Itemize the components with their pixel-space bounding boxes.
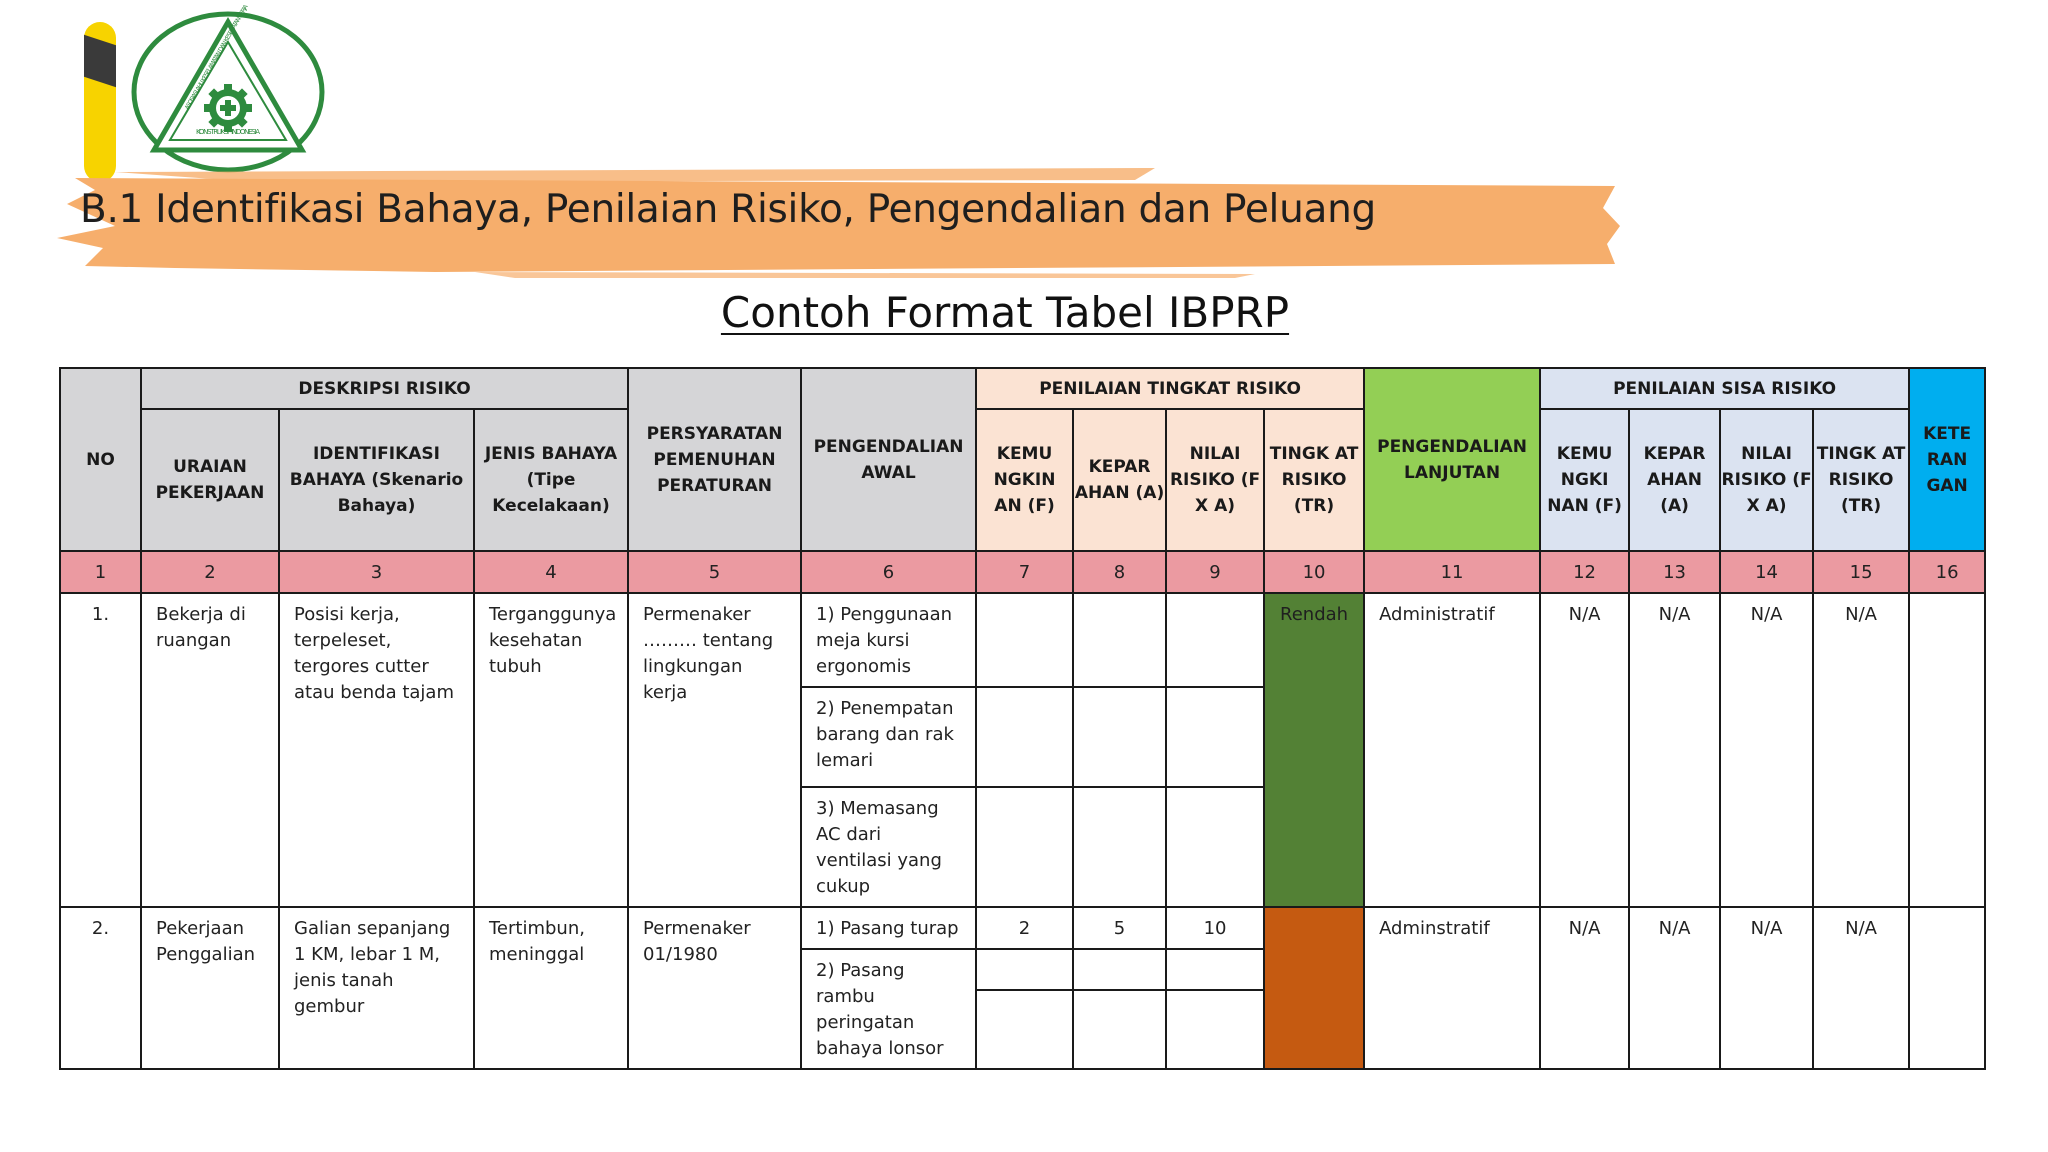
- column-number: 11: [1364, 551, 1540, 593]
- slide-title: B.1 Identifikasi Bahaya, Penilaian Risiko, Pengendalian dan Peluang: [80, 187, 1376, 232]
- table-row: [60, 593, 1985, 687]
- cell-sisa-keparahan: N/A: [1629, 907, 1720, 1069]
- cell-keterangan: [1909, 593, 1985, 907]
- header-penilaian-tingkat-risiko: PENILAIAN TINGKAT RISIKO: [976, 368, 1364, 409]
- table-row: [60, 907, 1985, 949]
- column-number: 6: [801, 551, 976, 593]
- header-tingkat-risiko: TINGK AT RISIKO (TR): [1264, 409, 1364, 551]
- cell-kemungkinan: [976, 593, 1073, 687]
- header-penilaian-sisa-risiko: PENILAIAN SISA RISIKO: [1540, 368, 1909, 409]
- column-number: 12: [1540, 551, 1629, 593]
- cell-kemungkinan: [976, 687, 1073, 787]
- column-number: 14: [1720, 551, 1813, 593]
- cell-nilai-risiko: [1166, 990, 1264, 1069]
- header-sisa-keparahan: KEPAR AHAN (A): [1629, 409, 1720, 551]
- cell-jenis: Terganggunya kesehatan tubuh: [474, 593, 628, 907]
- cell-kemungkinan: [976, 787, 1073, 907]
- table-title: Contoh Format Tabel IBPRP: [720, 288, 1290, 337]
- cell-keparahan: 5: [1073, 907, 1166, 949]
- cell-tingkat-risiko: [1264, 907, 1364, 1069]
- cell-nilai-risiko: [1166, 949, 1264, 990]
- cell-identifikasi: Galian sepanjang 1 KM, lebar 1 M, jenis tanah gembur: [279, 907, 474, 1069]
- header-no: NO: [60, 368, 141, 551]
- header-kemungkinan: KEMU NGKIN AN (F): [976, 409, 1073, 551]
- column-number: 9: [1166, 551, 1264, 593]
- cell-sisa-kemungkinan: N/A: [1540, 593, 1629, 907]
- cell-keparahan: [1073, 687, 1166, 787]
- header-sisa-tingkat-risiko: TINGK AT RISIKO (TR): [1813, 409, 1909, 551]
- cell-keparahan: [1073, 949, 1166, 990]
- cell-kemungkinan: 2: [976, 907, 1073, 949]
- cell-nilai-risiko: [1166, 593, 1264, 687]
- cell-sisa-tingkat-risiko: N/A: [1813, 907, 1909, 1069]
- column-number: 3: [279, 551, 474, 593]
- cell-keterangan: [1909, 907, 1985, 1069]
- column-number: 15: [1813, 551, 1909, 593]
- cell-tingkat-risiko: Rendah: [1264, 593, 1364, 907]
- header-pengendalian-lanjutan: PENGENDALIAN LANJUTAN: [1364, 368, 1540, 551]
- cell-sisa-keparahan: N/A: [1629, 593, 1720, 907]
- cell-jenis: Tertimbun, meninggal: [474, 907, 628, 1069]
- header-sisa-nilai-risiko: NILAI RISIKO (F X A): [1720, 409, 1813, 551]
- column-number-row: [60, 551, 1985, 593]
- cell-pengendalian-awal: 1) Penggunaan meja kursi ergonomis: [801, 593, 976, 687]
- cell-persyaratan: Permenaker ……… tentang lingkungan kerja: [628, 593, 801, 907]
- cell-pengendalian-lanjutan: Administratif: [1364, 593, 1540, 907]
- column-number: 16: [1909, 551, 1985, 593]
- cell-kemungkinan: [976, 990, 1073, 1069]
- column-number: 1: [60, 551, 141, 593]
- cell-uraian: Bekerja di ruangan: [141, 593, 279, 907]
- header-keparahan: KEPAR AHAN (A): [1073, 409, 1166, 551]
- column-number: 8: [1073, 551, 1166, 593]
- cell-persyaratan: Permenaker 01/1980: [628, 907, 801, 1069]
- header-persyaratan: PERSYARATAN PEMENUHAN PERATURAN: [628, 368, 801, 551]
- column-number: 5: [628, 551, 801, 593]
- header-pengendalian-awal: PENGENDALIAN AWAL: [801, 368, 976, 551]
- cell-nilai-risiko: 10: [1166, 907, 1264, 949]
- gear-icon: [204, 84, 252, 132]
- svg-text:KONSTRUKSI - INDONESIA: KONSTRUKSI - INDONESIA: [196, 128, 260, 136]
- cell-pengendalian-lanjutan: Adminstratif: [1364, 907, 1540, 1069]
- cell-identifikasi: Posisi kerja, terpeleset, tergores cutter atau benda tajam: [279, 593, 474, 907]
- cell-pengendalian-awal: 2) Pasang rambu peringatan bahaya lonsor: [801, 949, 976, 1069]
- column-number: 13: [1629, 551, 1720, 593]
- header-identifikasi-bahaya: IDENTIFIKASI BAHAYA (Skenario Bahaya): [279, 409, 474, 551]
- column-number: 10: [1264, 551, 1364, 593]
- cell-kemungkinan: [976, 949, 1073, 990]
- header-uraian-pekerjaan: URAIAN PEKERJAAN: [141, 409, 279, 551]
- cell-sisa-tingkat-risiko: N/A: [1813, 593, 1909, 907]
- accent-bar: [84, 22, 116, 182]
- cell-no: 1.: [60, 593, 141, 907]
- svg-text:ASOSIASI AHLI KESELAMATAN DAN: ASOSIASI AHLI KESELAMATAN DAN KESEHATAN KERJA: [183, 3, 250, 111]
- cell-pengendalian-awal: 3) Memasang AC dari ventilasi yang cukup: [801, 787, 976, 907]
- cell-sisa-nilai-risiko: N/A: [1720, 593, 1813, 907]
- cell-sisa-kemungkinan: N/A: [1540, 907, 1629, 1069]
- cell-keparahan: [1073, 787, 1166, 907]
- header-sisa-kemungkinan: KEMU NGKI NAN (F): [1540, 409, 1629, 551]
- column-number: 7: [976, 551, 1073, 593]
- column-number: 4: [474, 551, 628, 593]
- cell-keparahan: [1073, 593, 1166, 687]
- cell-pengendalian-awal: 2) Penempatan barang dan rak lemari: [801, 687, 976, 787]
- accent-bar-stripe: [84, 35, 116, 87]
- header-jenis-bahaya: JENIS BAHAYA (Tipe Kecelakaan): [474, 409, 628, 551]
- cell-pengendalian-awal: 1) Pasang turap: [801, 907, 976, 949]
- cell-uraian: Pekerjaan Penggalian: [141, 907, 279, 1069]
- cell-no: 2.: [60, 907, 141, 1069]
- ibprp-table: [59, 367, 1986, 1070]
- header-deskripsi-risiko: DESKRIPSI RISIKO: [141, 368, 628, 409]
- column-number: 2: [141, 551, 279, 593]
- header-nilai-risiko: NILAI RISIKO (F X A): [1166, 409, 1264, 551]
- cell-keparahan: [1073, 990, 1166, 1069]
- k3-logo: [130, 3, 326, 176]
- cell-nilai-risiko: [1166, 687, 1264, 787]
- cell-sisa-nilai-risiko: N/A: [1720, 907, 1813, 1069]
- header-keterangan: KETE RAN GAN: [1909, 368, 1985, 551]
- cell-nilai-risiko: [1166, 787, 1264, 907]
